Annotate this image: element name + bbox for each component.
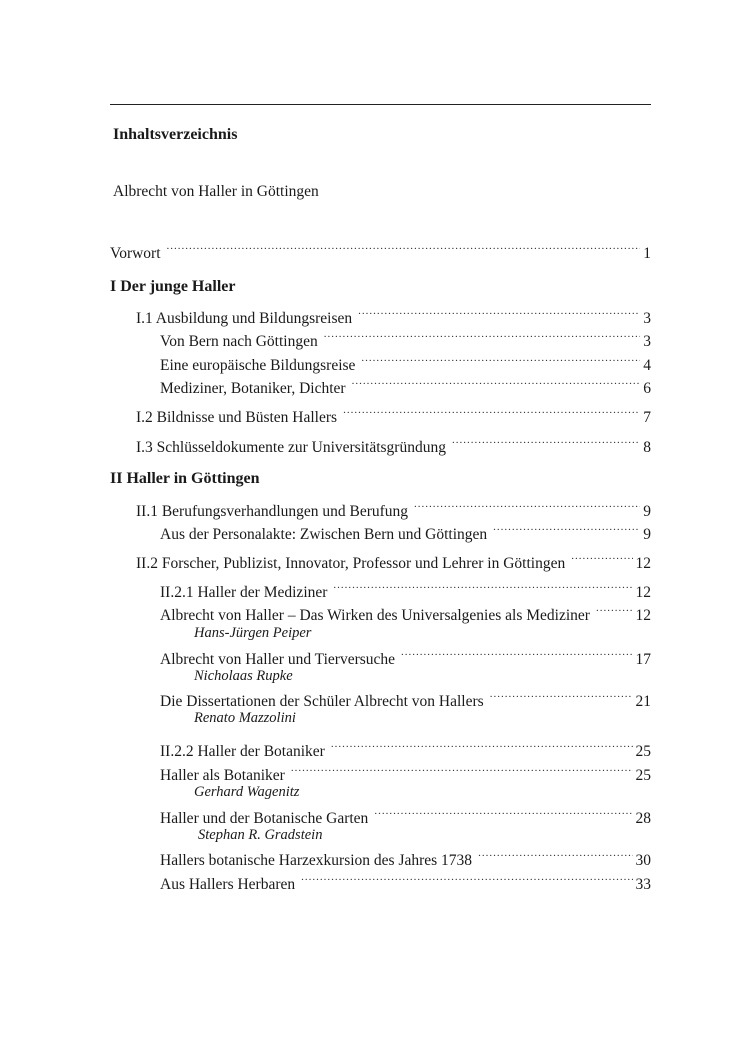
leader-dots xyxy=(352,375,641,393)
leader-dots xyxy=(324,328,641,346)
toc-entry[interactable]: Die Dissertationen der Schüler Albrecht von Hallers ..... 21 xyxy=(160,688,651,711)
toc-entry[interactable]: Aus Hallers Herbaren ..... 33 xyxy=(160,871,651,894)
toc-entry[interactable]: I.3 Schlüsseldokumente zur Universitätsgründung ..... 8 xyxy=(136,434,651,457)
leader-dots xyxy=(374,805,632,823)
toc-entry[interactable]: Haller und der Botanische Garten ..... 28 xyxy=(160,805,651,828)
leader-dots xyxy=(414,498,640,516)
leader-dots xyxy=(361,352,640,370)
author-name: Stephan R. Gradstein xyxy=(198,827,323,843)
leader-dots xyxy=(478,847,632,865)
toc-entry[interactable]: I.1 Ausbildung und Bildungsreisen ..... 3 xyxy=(136,305,651,328)
leader-dots xyxy=(493,521,640,539)
leader-dots xyxy=(333,579,632,597)
leader-dots xyxy=(343,404,640,422)
leader-dots xyxy=(571,550,632,568)
toc-entry[interactable]: Von Bern nach Göttingen ..... 3 xyxy=(160,328,651,351)
toc-entry[interactable]: Albrecht von Haller und Tierversuche ..... 17 xyxy=(160,646,651,669)
toc-entry[interactable]: II.1 Berufungsverhandlungen und Berufung ..... 9 xyxy=(136,498,651,521)
toc-entry[interactable]: Hallers botanische Harzexkursion des Jahres 1738 ..... 30 xyxy=(160,847,651,870)
author-name: Hans-Jürgen Peiper xyxy=(194,625,312,641)
leader-dots xyxy=(490,688,633,706)
toc-entry[interactable]: II.2.2 Haller der Botaniker ..... 25 xyxy=(160,738,651,761)
book-subtitle: Albrecht von Haller in Göttingen xyxy=(113,183,319,200)
toc-entry[interactable]: Haller als Botaniker ..... 25 xyxy=(160,762,651,785)
leader-dots xyxy=(167,240,641,258)
author-name: Gerhard Wagenitz xyxy=(194,784,300,800)
leader-dots xyxy=(331,738,633,756)
toc-entry[interactable]: I.2 Bildnisse und Büsten Hallers ..... 7 xyxy=(136,404,651,427)
toc-entry[interactable]: Albrecht von Haller – Das Wirken des Universalgenies als Mediziner ..... 12 xyxy=(160,602,651,625)
top-rule xyxy=(110,104,651,105)
section-title-part-1: I Der junge Haller xyxy=(110,278,236,295)
leader-dots xyxy=(452,434,640,452)
leader-dots xyxy=(301,871,632,889)
author-name: Renato Mazzolini xyxy=(194,710,296,726)
leader-dots xyxy=(291,762,633,780)
toc-entry-vorwort[interactable]: Vorwort ..... 1 xyxy=(110,240,651,263)
toc-heading: Inhaltsverzeichnis xyxy=(113,126,238,143)
section-title-part-2: II Haller in Göttingen xyxy=(110,470,260,487)
toc-entry[interactable]: II.2 Forscher, Publizist, Innovator, Professor und Lehrer in Göttingen ..... 12 xyxy=(136,550,651,573)
toc-entry[interactable]: II.2.1 Haller der Mediziner ..... 12 xyxy=(160,579,651,602)
leader-dots xyxy=(596,602,633,620)
author-name: Nicholaas Rupke xyxy=(194,668,293,684)
leader-dots xyxy=(401,646,632,664)
toc-entry[interactable]: Aus der Personalakte: Zwischen Bern und Göttingen ..... 9 xyxy=(160,521,651,544)
leader-dots xyxy=(358,305,640,323)
toc-entry[interactable]: Mediziner, Botaniker, Dichter ..... 6 xyxy=(160,375,651,398)
toc-entry[interactable]: Eine europäische Bildungsreise ..... 4 xyxy=(160,352,651,375)
